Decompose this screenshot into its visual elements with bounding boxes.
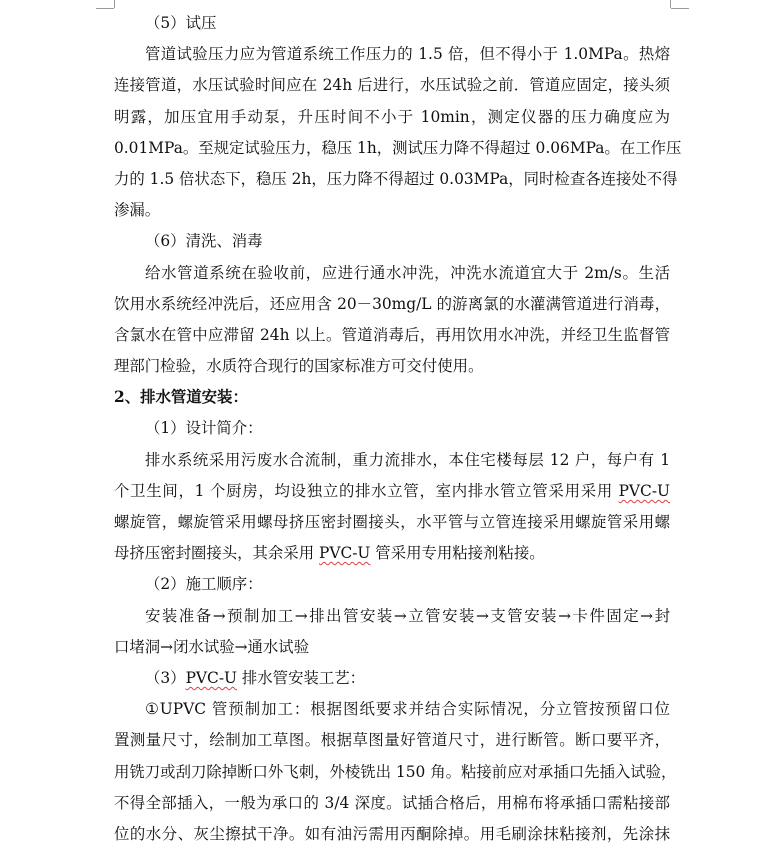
text-line: 口堵洞→闭水试验→通水试验 xyxy=(114,637,310,656)
text-line: 连接管道，水压试验时间应在 24h 后进行，水压试验之前．管道应固定，接头须 xyxy=(114,76,670,95)
text-line: 明露，加压宜用手动泵，升压时间不小于 10min，测定仪器的压力确度应为 xyxy=(114,107,670,126)
crop-mark-top-left-horizontal xyxy=(96,8,114,9)
section-heading: 2、排水管道安装： xyxy=(114,388,248,407)
text-line: 给水管道系统在验收前，应进行通水冲洗，冲洗水流道宜大于 2m/s。生活 xyxy=(145,263,670,282)
crop-mark-top-right-vertical xyxy=(670,0,671,8)
text-line: 理部门检验，水质符合现行的国家标准方可交付使用。 xyxy=(114,357,484,376)
text-line: 管道试验压力应为管道系统工作压力的 1.5 倍，但不得小于 1.0MPa。热熔 xyxy=(145,45,670,64)
text-line: 位的水分、灰尘擦拭干净。如有油污需用丙酮除掉。用毛刷涂抹粘接剂，先涂抹 xyxy=(114,824,670,843)
text-line: 螺旋管，螺旋管采用螺母挤压密封圈接头，水平管与立管连接采用螺旋管采用螺 xyxy=(114,513,670,531)
text-line: 用铣刀或刮刀除掉断口外飞刺，外棱铣出 150 角。粘接前应对承插口先插入试验， xyxy=(114,762,677,781)
text-line: （3）PVC-U 排水管安装工艺： xyxy=(145,668,366,687)
spellcheck-underlined-term: PVC-U xyxy=(318,544,371,563)
text-line: （2）施工顺序： xyxy=(145,575,263,594)
crop-mark-top-right-horizontal xyxy=(671,8,689,9)
text-line: 个卫生间，1 个厨房，均设独立的排水立管，室内排水管立管采用采用 PVC-U xyxy=(114,481,670,500)
spellcheck-underlined-term: PVC-U xyxy=(618,481,670,500)
text-line: 置测量尺寸，绘制加工草图。根据草图量好管道尺寸，进行断管。断口要平齐， xyxy=(114,731,670,750)
text-line: （1）设计简介： xyxy=(145,419,263,438)
document-body xyxy=(114,8,682,847)
text-line: 母挤压密封圈接头，其余采用 PVC-U 管采用专用粘接剂粘接。 xyxy=(114,544,545,563)
text-line: （5）试压 xyxy=(145,14,217,32)
spellcheck-underlined-term: PVC-U xyxy=(185,668,237,687)
text-line: 安装准备→预制加工→排出管安装→立管安装→支管安装→卡件固定→封 xyxy=(145,606,670,625)
text-line: ①UPVC 管预制加工：根据图纸要求并结合实际情况，分立管按预留口位 xyxy=(145,700,670,719)
text-line: 0.01MPa。至规定试验压力，稳压 1h，测试压力降不得超过 0.06MPa。在工作压 xyxy=(114,138,682,157)
text-line: 含氯水在管中应滞留 24h 以上。管道消毒后，再用饮用水冲洗，并经卫生监督管 xyxy=(114,325,670,344)
text-line: 渗漏。 xyxy=(114,201,161,220)
text-line: 排水系统采用污废水合流制，重力流排水，本住宅楼每层 12 户，每户有 1 xyxy=(145,450,670,469)
text-line: 力的 1.5 倍状态下，稳压 2h，压力降不得超过 0.03MPa，同时检查各连接处不得 xyxy=(114,169,678,188)
text-line: 饮用水系统经冲洗后，还应用含 20－30mg/L 的游离氯的水灌满管道进行消毒， xyxy=(114,294,670,313)
crop-mark-top-left-vertical xyxy=(114,0,115,8)
text-line: 不得全部插入，一般为承口的 3/4 深度。试插合格后，用棉布将承插口需粘接部 xyxy=(114,793,670,812)
text-line: （6）清洗、消毒 xyxy=(145,232,263,251)
